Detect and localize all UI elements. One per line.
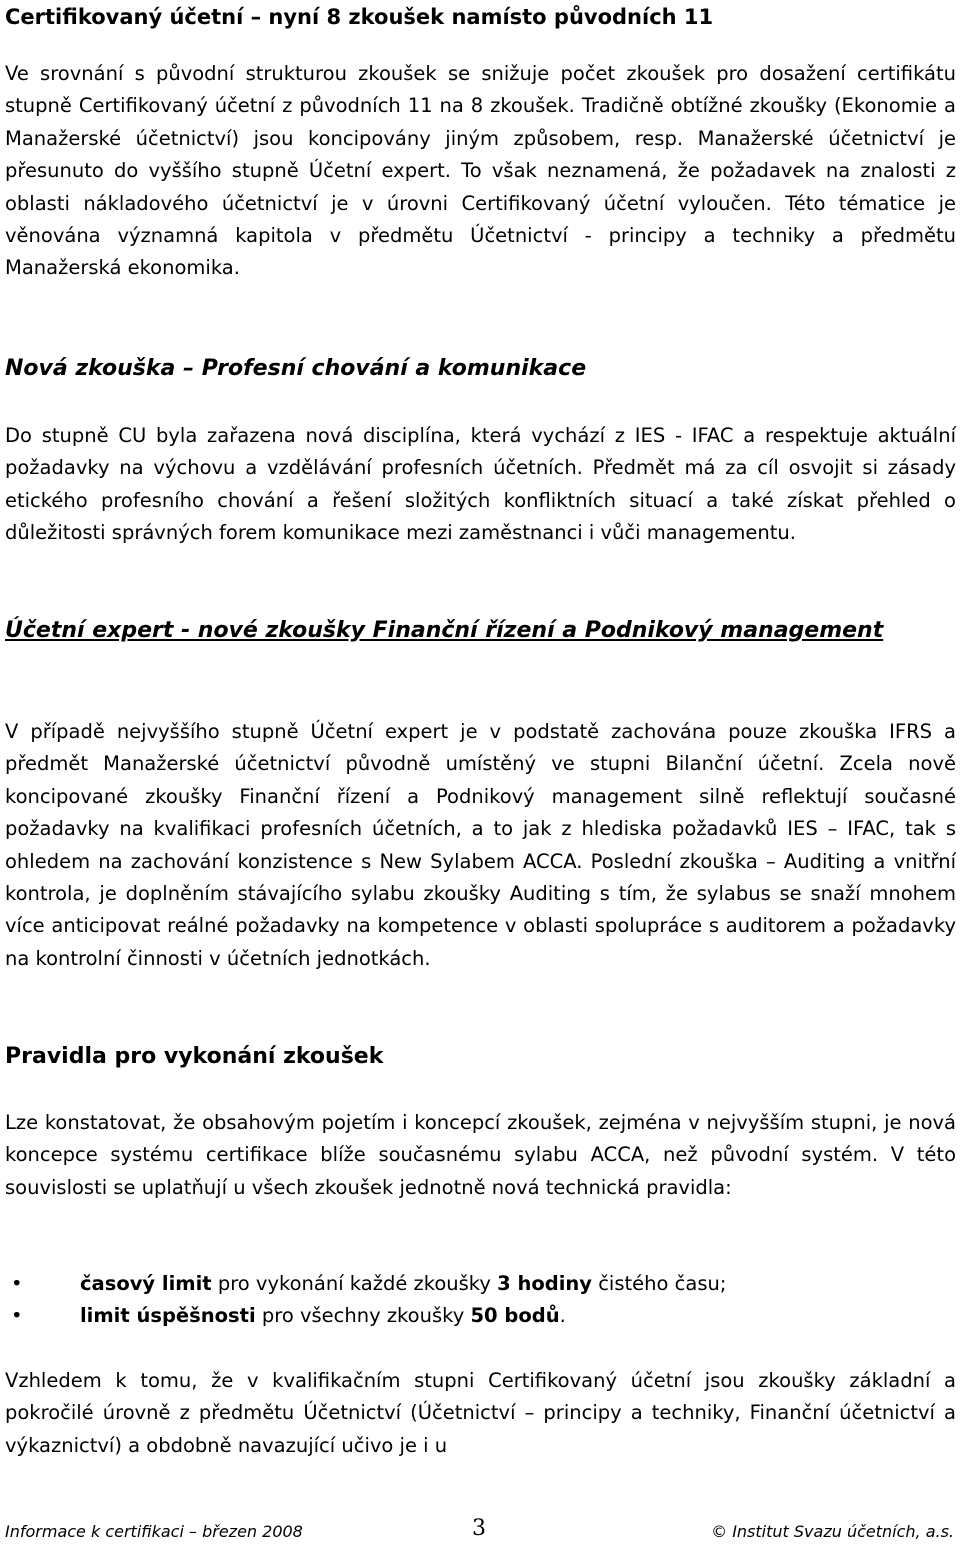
- paragraph-expert: V případě nejvyššího stupně Účetní expert je v podstatě zachována pouze zkouška IFRS a předmět Manažerské účetnictví původně umístěný ve stupni Bilanční účetní. Zcela nově koncipované zkoušky Finanční řízení a Podnikový management silně reflektují současné požadavky na kvalifikaci profesních účetních, a to jak z hlediska požadavků IES – IFAC, tak s ohledem na zachování konzistence s New Sylabem ACCA. Poslední zkouška – Auditing a vnitřní kontrola, je doplněním stávajícího sylabu zkoušky Auditing s tím, že sylabus se snaží mnohem více anticipovat reálné požadavky na kompetence v oblasti spolupráce s auditorem a požadavky na kontrolní činnosti v účetních jednotkách.: [5, 720, 956, 970]
- list-text: .: [559, 1304, 566, 1328]
- bullet-icon: •: [11, 1304, 23, 1328]
- list-text: čistého času;: [592, 1272, 727, 1295]
- heading-new-exam: Nová zkouška – Profesní chování a komunikace: [5, 356, 587, 381]
- list-text: pro vykonání každé zkoušky: [211, 1272, 498, 1295]
- pass-limit-label: limit úspěšnosti: [80, 1304, 256, 1328]
- rules-list: [5, 1268, 956, 1333]
- paragraph-certified-accountant: Ve srovnání s původní strukturou zkoušek se snižuje počet zkoušek pro dosažení certifikátu stupně Certifikovaný účetní z původních 11 na 8 zkoušek. Tradičně obtížné zkoušky (Ekonomie a Manažerské účetnictví) jsou koncipovány jiným způsobem, resp. Manažerské účetnictví je přesunuto do vyššího stupně Účetní expert. To však neznamená, že požadavek na znalosti z oblasti nákladového účetnictví je v úrovni Certifikovaný účetní vyloučen. Této tématice je věnována významná kapitola v předmětu Účetnictví - principy a techniky a předmětu Manažerská ekonomika.: [5, 62, 956, 280]
- time-limit-label: časový limit: [80, 1272, 212, 1295]
- list-text: pro všechny zkoušky: [255, 1304, 471, 1328]
- footer-title: Informace k certifikaci – březen 2008: [5, 1522, 303, 1541]
- paragraph-qualification: Vzhledem k tomu, že v kvalifikačním stupni Certifikovaný účetní jsou zkoušky základní a pokročilé úrovně z předmětu Účetnictví (Účetnictví – principy a techniky, Finanční účetnictví a výkaznictví) a obdobně navazující učivo je i u: [5, 1369, 956, 1457]
- paragraph-rules: Lze konstatovat, že obsahovým pojetím i koncepcí zkoušek, zejména v nejvyšším stupni, je nová koncepce systému certifikace blíže současnému sylabu ACCA, než původní systém. V této souvislosti se uplatňují u všech zkoušek jednotně nová technická pravidla:: [5, 1111, 956, 1199]
- footer-copyright: © Institut Svazu účetních, a.s.: [711, 1522, 954, 1541]
- heading-expert: Účetní expert - nové zkoušky Finanční řízení a Podnikový management: [5, 618, 884, 643]
- page-number: 3: [472, 1516, 486, 1541]
- pass-limit-value: 50 bodů: [470, 1304, 560, 1328]
- main-heading: Certifikovaný účetní – nyní 8 zkoušek namísto původních 11: [5, 5, 714, 29]
- time-limit-value: 3 hodiny: [497, 1272, 593, 1295]
- heading-rules: Pravidla pro vykonání zkoušek: [5, 1044, 384, 1069]
- paragraph-new-exam: Do stupně CU byla zařazena nová disciplína, která vychází z IES - IFAC a respektuje aktuální požadavky na výchovu a vzdělávání profesních účetních. Předmět má za cíl osvojit si zásady etického profesního chování a řešení složitých konfliktních situací a také získat přehled o důležitosti správných forem komunikace mezi zaměstnanci i vůči managementu.: [5, 424, 956, 545]
- list-item: [5, 1300, 956, 1332]
- bullet-icon: •: [11, 1272, 23, 1295]
- page-footer: [5, 1516, 956, 1546]
- list-item: [5, 1268, 956, 1300]
